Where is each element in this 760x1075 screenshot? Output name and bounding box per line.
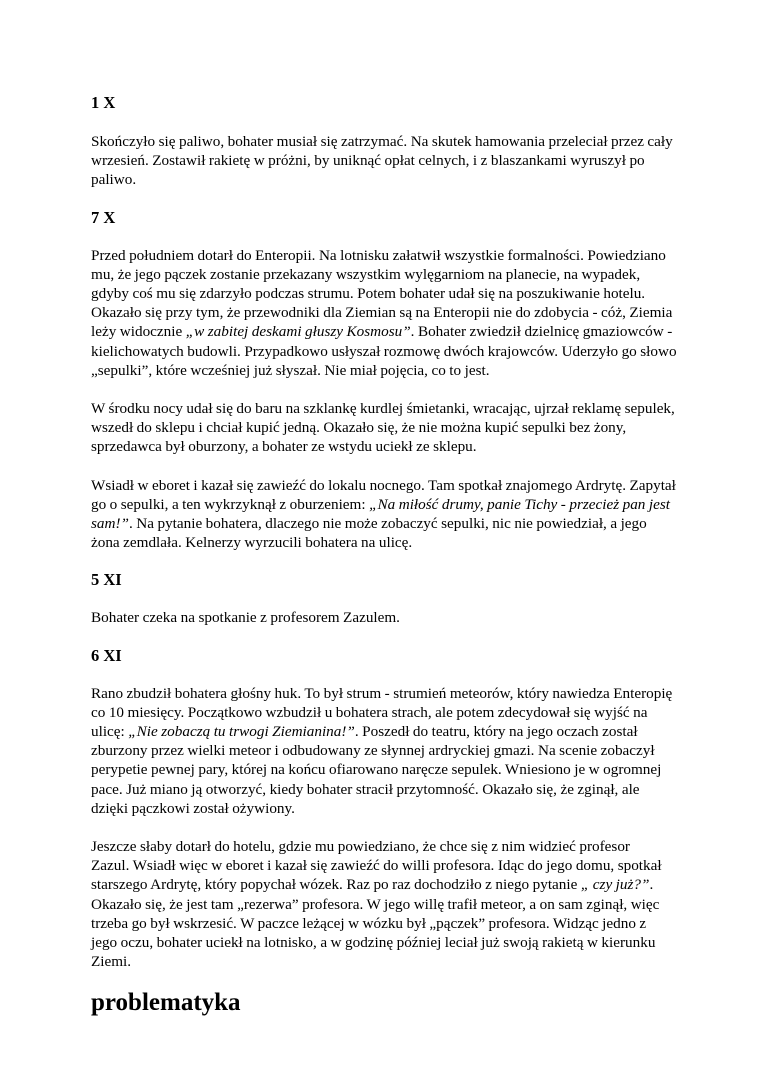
paragraph (91, 684, 673, 818)
paragraph (91, 246, 679, 380)
paragraph (91, 837, 671, 971)
quote-text: „Na miłość drumy, panie Tichy - przecież pan jest sam!” (91, 495, 670, 533)
document-page (91, 90, 681, 1018)
paragraph (91, 608, 681, 627)
section-heading: 5 XI (91, 570, 122, 590)
text-run: Jeszcze słaby dotarł do hotelu, gdzie mu powiedziano, że chce się z nim widzieć profesor Zazul. Wsiadł więc w eboret i kazał się zawieźć do willi profesora. Idąc do jego domu, spotkał starszego Ardrytę, który popychał wózek. Raz po raz dochodziło z niego pytanie (91, 838, 662, 894)
text-run: . Okazało się, że jest tam „rezerwa” profesora. W jego willę trafił meteor, a on sam zginął, więc trzeba go był wskrzesić. W paczce leżącej w wózku był „pączek” profesora. Widząc jedno z jego oczu, bohater uciekł na lotnisko, a w godzinę później leciał już swoją rakietą w kierunku Ziemi. (91, 876, 660, 971)
section-heading: 1 X (91, 93, 116, 112)
section-heading: 7 X (91, 207, 116, 227)
text-run: Bohater czeka na spotkanie z profesorem Zazulem. (91, 609, 400, 627)
quote-text: „Nie zobaczą tu trwogi Ziemianina!” (128, 723, 355, 741)
paragraph (91, 399, 681, 457)
section-heading: 6 XI (91, 645, 122, 665)
text-run: Wsiadł w eboret i kazał się zawieźć do lokalu nocnego. Tam spotkał znajomego Ardrytę. Zapytał go o sepulki, a ten wykrzyknął z oburzeniem: (91, 476, 676, 513)
text-run: . Poszedł do teatru, który na jego oczach został zburzony przez wielki meteor i odbudowany ze słynnej ardryckiej gmazi. Na scenie zobaczył perypetie pewnej pary, której na końcu ofiarowano naręcze sepulek. Wniesiono je w ogromnej pace. Już miano ją otworzyć, kiedy bohater stracił przytomność. Okazało się, że zginął, ale dzięki pączkowi został ożywiony. (91, 723, 662, 817)
text-run: Rano zbudził bohatera głośny huk. To był strum - strumień meteorów, który nawiedza Enteropię co 10 miesięcy. Początkowo wzbudził u bohatera strach, ale potem zdecydował się wyjść na ulicę: (91, 684, 673, 741)
paragraph (91, 132, 681, 190)
quote-text: „w zabitej deskami głuszy Kosmosu” (185, 323, 411, 341)
text-run: Przed południem dotarł do Enteropii. Na lotnisku załatwił wszystkie formalności. Powiedziano mu, że jego pączek zostanie przekazany wszystkim wylęgarniom na planecie, na wypadek, gdyby coś mu się zdarzyło podczas strumu. Potem bohater udał się na poszukiwanie hotelu. Okazało się przy tym, że przewodniki dla Ziemian są na Enteropii nie do zdobycia - cóż, Ziemia leży widocznie (91, 246, 673, 341)
text-run: W środku nocy udał się do baru na szklankę kurdlej śmietanki, wracając, ujrzał reklamę sepulek, wszedł do sklepu i chciał kupić jedną. Okazało się, że nie można kupić sepulki bez żony, sprzedawca był oburzony, a bohater ze wstydu uciekł ze sklepu. (91, 400, 675, 456)
text-run: . Bohater zwiedził dzielnicę gmaziowców - kielichowatych budowli. Przypadkowo usłyszał rozmowę dwóch krajowców. Uderzyło go słowo „sepulki”, które wcześniej już słyszał. Nie miał pojęcia, co to jest. (91, 323, 677, 379)
quote-text: „ czy już?” (580, 876, 650, 894)
problematyka-heading: problematyka (91, 988, 241, 1016)
text-run: Skończyło się paliwo, bohater musiał się zatrzymać. Na skutek hamowania przeleciał przez cały wrzesień. Zostawił rakietę w próżni, by uniknąć opłat celnych, i z blaszankami wyruszył po paliwo. (91, 133, 673, 189)
text-run: . Na pytanie bohatera, dlaczego nie może zobaczyć sepulki, nic nie powiedział, a jego żona zemdlała. Kelnerzy wyrzucili bohatera na ulicę. (91, 515, 647, 552)
paragraph (91, 476, 676, 553)
